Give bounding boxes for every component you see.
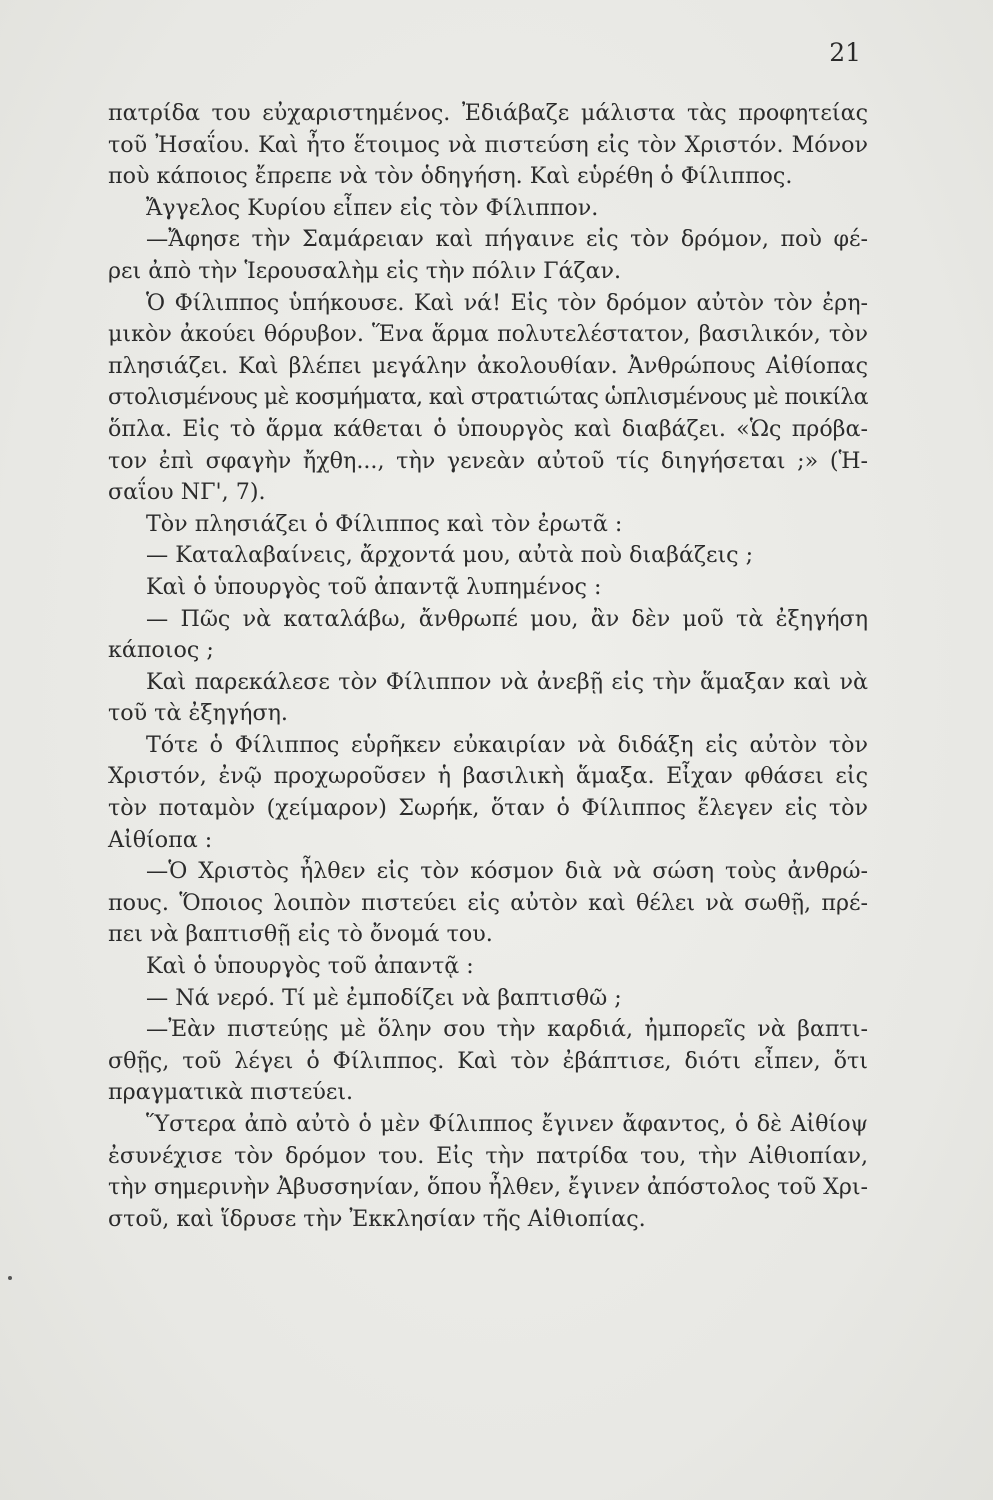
page-number: 21 xyxy=(829,38,861,67)
text-line: ρει ἀπὸ τὴν Ἱερουσαλὴμ εἰς τὴν πόλιν Γάζαν. xyxy=(108,257,622,284)
text-line: μικὸν ἀκούει θόρυβον. Ἕνα ἅρμα πολυτελέστατον, βασιλικόν, τὸν xyxy=(108,321,868,348)
text-line: Ὁ Φίλιππος ὑπήκουσε. Καὶ νά! Εἰς τὸν δρόμον αὐτὸν τὸν ἐρη- xyxy=(146,289,868,316)
text-line: Αἰθίοπα : xyxy=(108,826,213,853)
text-line: τοῦ Ἠσαΐου. Καὶ ἦτο ἕτοιμος νὰ πιστεύση εἰς τὸν Χριστόν. Μόνον xyxy=(108,131,868,158)
text-line: Χριστόν, ἐνῷ προχωροῦσεν ἡ βασιλικὴ ἅμαξα. Εἶχαν φθάσει εἰς xyxy=(108,763,868,790)
text-line: — Καταλαβαίνεις, ἄρχοντά μου, αὐτὰ ποὺ διαβάζεις ; xyxy=(146,542,754,569)
text-line: Τὸν πλησιάζει ὁ Φίλιππος καὶ τὸν ἐρωτᾶ : xyxy=(146,510,623,537)
text-line: — Νά νερό. Τί μὲ ἐμποδίζει νὰ βαπτισθῶ ; xyxy=(146,984,622,1011)
text-line: —Ἄφησε τὴν Σαμάρειαν καὶ πήγαινε εἰς τὸν δρόμον, ποὺ φέ- xyxy=(146,226,868,253)
text-line: πους. Ὅποιος λοιπὸν πιστεύει εἰς αὐτὸν καὶ θέλει νὰ σωθῇ, πρέ- xyxy=(108,889,868,916)
text-line: τὴν σημερινὴν Ἀβυσσηνίαν, ὅπου ἦλθεν, ἔγινεν ἀπόστολος τοῦ Χρι- xyxy=(108,1174,868,1201)
text-line: Καὶ ὁ ὑπουργὸς τοῦ ἀπαντᾷ λυπημένος : xyxy=(146,573,602,600)
text-line: κάποιος ; xyxy=(108,637,214,664)
text-line: σαΐου ΝΓ', 7). xyxy=(108,479,266,506)
text-line: Καὶ παρεκάλεσε τὸν Φίλιππον νὰ ἀνεβῇ εἰς τὴν ἅμαξαν καὶ νὰ xyxy=(146,668,868,695)
body-text xyxy=(108,98,868,1235)
text-line: πατρίδα του εὐχαριστημένος. Ἐδιάβαζε μάλιστα τὰς προφητείας xyxy=(108,100,868,126)
text-line: —Ὁ Χριστὸς ἦλθεν εἰς τὸν κόσμον διὰ νὰ σώση τοὺς ἀνθρώ- xyxy=(146,858,868,885)
text-line: τον ἐπὶ σφαγὴν ἤχθη..., τὴν γενεὰν αὐτοῦ τίς διηγήσεται ;» (Ἡ- xyxy=(108,447,868,474)
text-line: Τότε ὁ Φίλιππος εὑρῆκεν εὐκαιρίαν νὰ διδάξη εἰς αὐτὸν τὸν xyxy=(146,731,868,758)
text-line: Ἄγγελος Κυρίου εἶπεν εἰς τὸν Φίλιππον. xyxy=(146,194,599,221)
text-line: Ὕστερα ἀπὸ αὐτὸ ὁ μὲν Φίλιππος ἔγινεν ἄφαντος, ὁ δὲ Αἰθίοψ xyxy=(146,1111,868,1137)
text-line: στολισμένους μὲ κοσμήματα, καὶ στρατιώτας ὡπλισμένους μὲ ποικίλα xyxy=(108,384,868,411)
text-line: ποὺ κάποιος ἔπρεπε νὰ τὸν ὁδηγήση. Καὶ εὑρέθη ὁ Φίλιππος. xyxy=(108,163,793,190)
text-line: στοῦ, καὶ ἵδρυσε τὴν Ἐκκλησίαν τῆς Αἰθιοπίας. xyxy=(108,1205,646,1232)
text-line: Καὶ ὁ ὑπουργὸς τοῦ ἀπαντᾷ : xyxy=(146,953,474,980)
text-line: τοῦ τὰ ἐξηγήση. xyxy=(108,700,288,727)
margin-speck xyxy=(8,1276,12,1280)
text-line: —Ἐὰν πιστεύῃς μὲ ὅλην σου τὴν καρδιά, ἠμπορεῖς νὰ βαπτι- xyxy=(146,1016,868,1043)
text-line: — Πῶς νὰ καταλάβω, ἄνθρωπέ μου, ἂν δὲν μοῦ τὰ ἐξηγήση xyxy=(146,605,868,632)
text-line: πει νὰ βαπτισθῇ εἰς τὸ ὄνομά του. xyxy=(108,921,493,948)
text-line: ἐσυνέχισε τὸν δρόμον του. Εἰς τὴν πατρίδα του, τὴν Αἰθιοπίαν, xyxy=(108,1142,868,1169)
text-line: πραγματικὰ πιστεύει. xyxy=(108,1079,354,1106)
text-line: πλησιάζει. Καὶ βλέπει μεγάλην ἀκολουθίαν. Ἀνθρώπους Αἰθίοπας xyxy=(108,352,868,379)
text-line: ὅπλα. Εἰς τὸ ἅρμα κάθεται ὁ ὑπουργὸς καὶ διαβάζει. «Ὡς πρόβα- xyxy=(108,415,868,442)
text-line: τὸν ποταμὸν (χείμαρον) Σωρήκ, ὅταν ὁ Φίλιππος ἔλεγεν εἰς τὸν xyxy=(108,795,868,822)
text-line: σθῇς, τοῦ λέγει ὁ Φίλιππος. Καὶ τὸν ἐβάπτισε, διότι εἶπεν, ὅτι xyxy=(108,1047,868,1074)
